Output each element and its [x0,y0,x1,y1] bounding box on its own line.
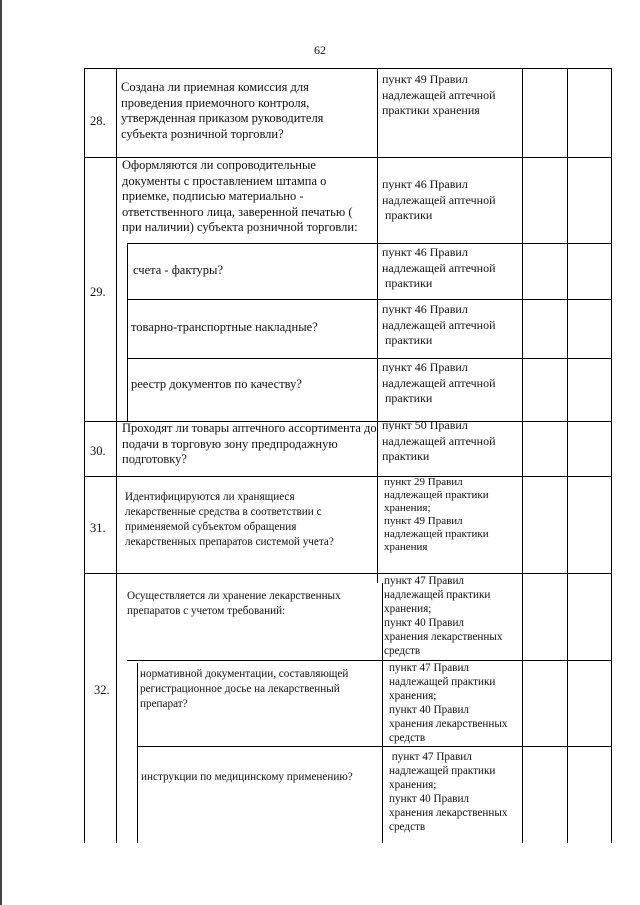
subrow-indent-29 [127,243,128,421]
sub-question-text: товарно-транспортные накладные? [131,320,318,334]
subrow-separator [127,358,611,359]
column-divider-c2 [567,68,568,843]
legal-reference: пункт 47 Правил надлежащей практики хранения; пункт 40 Правил хранения лекарственных средств [384,575,503,657]
column-divider-ref [377,68,378,583]
legal-reference: пункт 46 Правил надлежащей аптечной практики [382,177,496,222]
page-number: 62 [314,43,326,57]
row-number: 30. [90,444,106,458]
legal-reference: пункт 46 Правил надлежащей аптечной практики [382,360,496,405]
subrow-separator [137,746,611,747]
row-number: 29. [90,285,106,299]
table-border-left [84,68,85,843]
sub-question-text: счета - фактуры? [133,263,224,277]
question-text: Идентифицируются ли хранящиеся лекарственные средства в соответствии с применяемой субъектом обращения лекарственных препаратов системой учета? [125,491,334,548]
legal-reference: пункт 46 Правил надлежащей аптечной практики [382,245,496,290]
table-top-border [84,68,611,69]
subrow-separator [127,660,611,661]
scan-edge [0,0,2,905]
column-divider-num [116,68,117,843]
row-number: 32. [94,683,110,697]
table-border-right [611,68,612,843]
legal-reference: пункт 47 Правил надлежащей практики хранения; пункт 40 Правил хранения лекарственных средств [389,751,508,833]
legal-reference: пункт 29 Правил надлежащей практики хранения; пункт 49 Правил надлежащей практики хранения [384,476,489,553]
legal-reference: пункт 46 Правил надлежащей аптечной практики [382,302,496,347]
sub-question-text: нормативной документации, составляющей регистрационное досье на лекарственный препарат? [140,668,349,710]
sub-question-text: реестр документов по качеству? [131,377,302,391]
row-number: 31. [90,521,106,535]
subrow-separator [127,243,611,244]
row-separator [84,476,611,477]
legal-reference: пункт 49 Правил надлежащей аптечной практики хранения [382,72,496,117]
subrow-indent-32 [137,663,138,843]
question-text: Проходят ли товары аптечного ассортимента до подачи в торговую зону предпродажную подготовку? [122,421,377,466]
subrow-separator [127,299,611,300]
row-number: 28. [90,114,106,128]
question-text: Осуществляется ли хранение лекарственных препаратов с учетом требований: [127,590,341,617]
question-text: Оформляются ли сопроводительные документы с проставлением штампа о приемке, подписью материально - ответственного лица, заверенной печатью ( при наличии) субъекта розничной торговли: [122,158,358,234]
column-divider-c1 [522,68,523,843]
legal-reference: пункт 50 Правил надлежащей аптечной практики [382,418,496,463]
row-separator [84,573,611,574]
legal-reference: пункт 47 Правил надлежащей практики хранения; пункт 40 Правил хранения лекарственных средств [389,662,508,744]
column-divider-ref [382,583,383,843]
question-text: Создана ли приемная комиссия для проведения приемочного контроля, утвержденная приказом руководителя субъекта розничной торговли? [121,80,324,141]
sub-question-text: инструкции по медицинскому применению? [141,771,353,783]
